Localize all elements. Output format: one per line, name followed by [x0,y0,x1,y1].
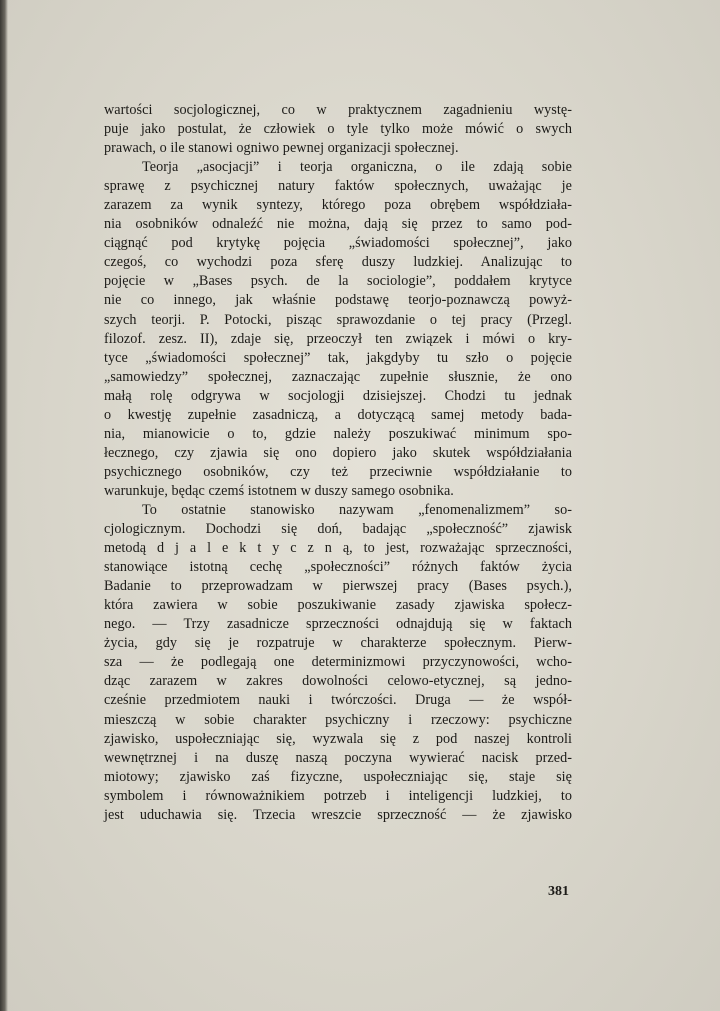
text-line: filozof. zesz. II), zdaje się, przeoczył ten związek i mówi o kry- [104,330,572,347]
text-line: cjologicznym. Dochodzi się doń, badając „społeczność” zjawisk [104,521,572,538]
text-line: pojęcie w „Bases psych. de la sociologie”, poddałem krytyce [104,273,572,290]
text-line: sza — że podlegają one determinizmowi przyczynowości, wcho- [104,654,572,671]
text-line: szych teorji. P. Potocki, pisząc sprawozdanie o tej pracy (Przegl. [104,311,572,328]
text-line: czegoś, co wychodzi poza sferę duszy ludzkiej. Analizując to [104,254,572,271]
text-line: „samowiedzy” społecznej, zaznaczając zupełnie słusznie, że ono [104,368,572,385]
text-line: psychicznego osobników, czy też przeciwnie współdziałanie to [104,463,572,480]
text-line: mieszczą w sobie charakter psychiczny i rzeczowy: psychiczne [104,711,572,728]
text-line: puje jako postulat, że człowiek o tyle tylko może mówić o swych [104,121,572,138]
text-line: zarazem za wynik syntezy, którego poza obrębem współdziała- [104,197,572,214]
text-line: Badanie to przeprowadzam w pierwszej pracy (Bases psych.), [104,578,572,595]
text-line: małą rolę odgrywa w socjologji dzisiejszej. Chodzi tu jednak [104,387,572,404]
text-line: życia, gdy się je rozpatruje w charakterze społecznym. Pierw- [104,635,572,652]
text-line: prawach, o ile stanowi ogniwo pewnej organizacji społecznej. [104,140,459,157]
text-line: tyce „świadomości społecznej” tak, jakgdyby tu szło o pojęcie [104,349,572,366]
body-text [104,101,572,825]
book-spine-shadow [0,0,8,1011]
text-line: łecznego, czy zjawia się ono dopiero jako skutek współdziałania [104,444,572,461]
text-line: symbolem i równoważnikiem potrzeb i inteligencji ludzkiej, to [104,787,572,804]
page-number: 381 [548,884,569,899]
text-line: nie co innego, jak właśnie podstawę teorjo-poznawczą powyż- [104,292,572,309]
text-line: wartości socjologicznej, co w praktycznem zagadnieniu wystę- [104,102,572,118]
text-line: nia, mianowicie o to, gdzie należy poszukiwać minimum spo- [104,425,572,442]
text-line: warunkuje, będąc czemś istotnem w duszy samego osobnika. [104,482,454,499]
text-line: stanowiące istotną cechę „społeczności” różnych faktów życia [104,559,572,576]
text-line: która zawiera w sobie poszukiwanie zasady zjawiska społecz- [104,597,572,614]
text-line: nia osobników odnaleźć nie można, dają się przez to samo pod- [104,216,572,233]
text-line: miotowy; zjawisko zaś fizyczne, uspołeczniając się, staje się [104,768,572,785]
text-line: To ostatnie stanowisko nazywam „fenomenalizmem” so- [142,501,572,518]
text-line: metodą d j a l e k t y c z n ą, to jest, rozważając sprzeczności, [104,540,572,557]
text-line: Teorja „asocjacji” i teorja organiczna, o ile zdają sobie [142,159,572,176]
text-line: cześnie przedmiotem nauki i twórczości. Druga — że współ- [104,692,572,709]
text-line: zjawisko, uspołeczniając się, wyzwala się z pod naszej kontroli [104,730,572,747]
text-line: o kwestję zupełnie zasadniczą, a dotyczącą samej metody bada- [104,406,572,423]
text-line: wewnętrznej i na duszę naszą poczyna wywierać nacisk przed- [104,749,572,766]
text-line: sprawę z psychicznej natury faktów społecznych, uważając je [104,178,572,195]
text-line: jest uduchawia się. Trzecia wreszcie sprzeczność — że zjawisko [104,806,572,823]
text-line: dząc zarazem w zakres dowolności celowo-etycznej, są jedno- [104,673,572,690]
text-line: ciągnąć pod krytykę pojęcia „świadomości społecznej”, jako [104,235,572,252]
text-line: nego. — Trzy zasadnicze sprzeczności odnajdują się w faktach [104,616,572,633]
